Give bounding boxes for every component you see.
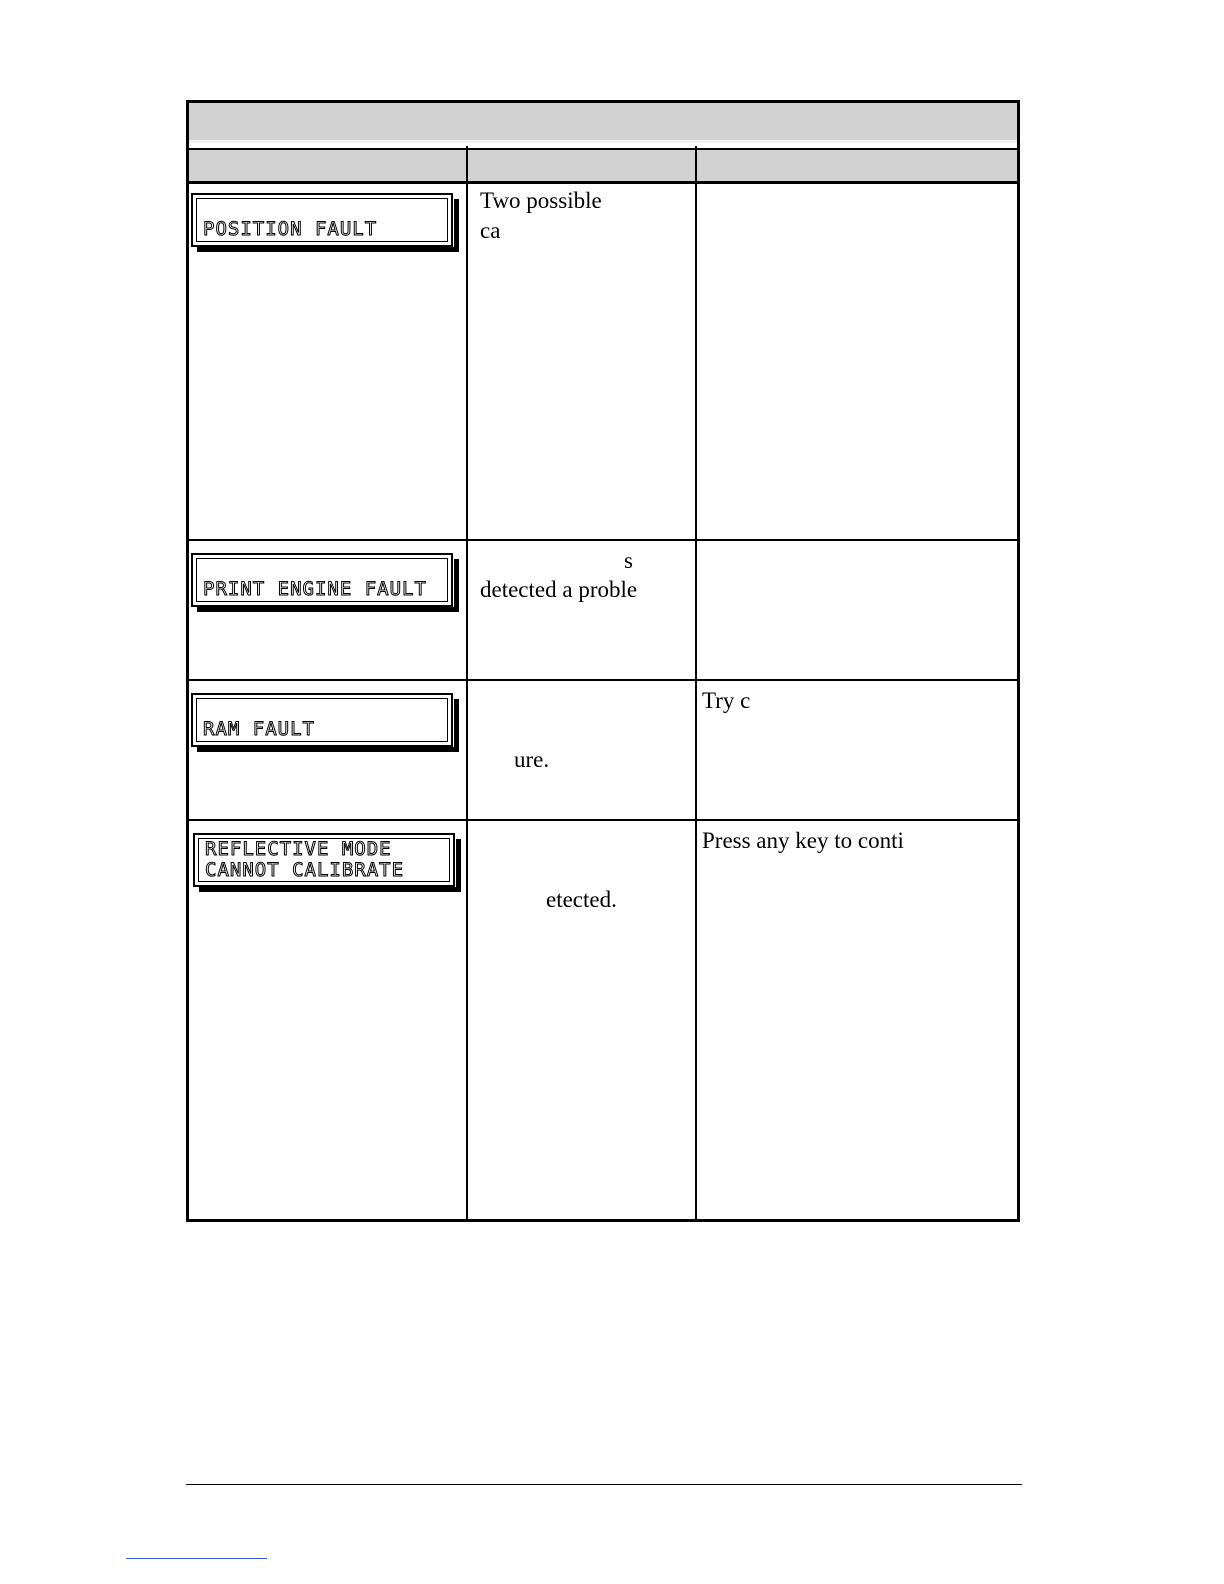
lcd-line: RAM FAULT — [203, 718, 315, 740]
lcd-shadow — [454, 699, 459, 752]
table-header-band — [189, 148, 1017, 184]
lcd-shadow — [454, 559, 459, 612]
column-divider-2 — [695, 146, 697, 1219]
cause-text: Two possible — [480, 188, 602, 213]
cause-text: ure. — [514, 747, 550, 772]
lcd-line: CANNOT CALIBRATE — [205, 859, 405, 881]
row-divider-3 — [189, 819, 1017, 821]
row-divider-2 — [189, 679, 1017, 681]
lcd-display-reflective-mode — [193, 833, 455, 887]
cause-text: detected a proble — [480, 577, 638, 602]
lcd-display-ram-fault — [191, 693, 453, 747]
cause-text: s — [624, 548, 633, 573]
footer-rule — [186, 1484, 1022, 1485]
lcd-line: PRINT ENGINE FAULT — [203, 578, 427, 600]
lcd-shadow — [454, 199, 459, 252]
column-divider-1 — [466, 146, 468, 1219]
troubleshooting-table — [186, 100, 1020, 1222]
solution-text: Try c — [702, 688, 751, 713]
lcd-line: POSITION FAULT — [203, 218, 378, 240]
lcd-display-print-engine-fault — [191, 553, 453, 607]
solution-text: Press any key to conti — [702, 828, 904, 853]
lcd-line: REFLECTIVE MODE — [205, 838, 392, 860]
cause-text: etected. — [546, 887, 617, 912]
footer-link-underline[interactable] — [126, 1558, 267, 1559]
table-title-band — [189, 103, 1017, 143]
lcd-shadow — [456, 839, 461, 892]
row-divider-1 — [189, 539, 1017, 541]
lcd-display-position-fault — [191, 193, 453, 247]
cause-text: ca — [480, 218, 501, 243]
